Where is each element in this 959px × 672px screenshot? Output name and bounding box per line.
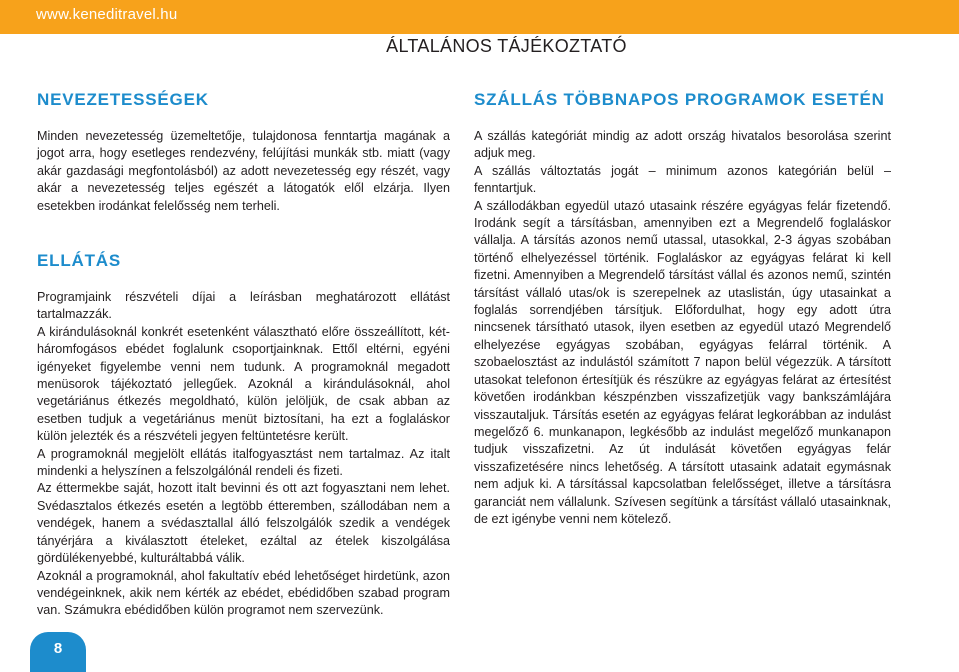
section-heading-ellatas: ELLÁTÁS bbox=[37, 251, 121, 270]
section-body-ellatas bbox=[37, 289, 450, 620]
section-body-szallas bbox=[474, 128, 891, 528]
paragraph: A kirándulásoknál konkrét esetenként választható előre összeállított, két-háromfogásos ebédet foglalunk csoportjainknak. Ettől eltérni, egyéni igényeket figyelembe venni nem tudunk. A programoknál megadott menüsorok tájékoztató jellegűek. Azoknál a kirándulásoknál, ahol vegetáriánus étkezés megoldható, külön jelöljük, de csak abban az esetben tudjuk a vegetáriánus menüt biztosítani, ha ezt a foglaláskor külön jelezték és a részvételi jegyen feltüntetésre került. bbox=[37, 324, 450, 444]
paragraph: A szállás kategóriát mindig az adott ország hivatalos besorolása szerint adjuk meg. bbox=[474, 129, 891, 161]
section-body-nevezetessegek bbox=[37, 128, 450, 215]
page-title: ÁLTALÁNOS TÁJÉKOZTATÓ bbox=[386, 36, 627, 56]
section-heading-nevezetessegek: NEVEZETESSÉGEK bbox=[37, 90, 209, 109]
paragraph: Minden nevezetesség üzemeltetője, tulajdonosa fenntartja magának a jogot arra, hogy esetleges rendezvény, felújítási munkák stb. miatt (vagy akár gazdasági megfontolásból) az adott nevezetesség egy részét, vagy akár a nevezetesség teljes egészét a látogatók elől elzárja. Ilyen esetekben irodánkat felelősség nem terheli. bbox=[37, 129, 450, 213]
paragraph: A programoknál megjelölt ellátás italfogyasztást nem tartalmaz. Az italt mindenki a helyszínen a felszolgálónál rendeli és fizeti. bbox=[37, 446, 450, 479]
page-number: 8 bbox=[53, 640, 63, 657]
page-number-tab bbox=[30, 632, 86, 672]
section-heading-szallas: SZÁLLÁS TÖBBNAPOS PROGRAMOK ESETÉN bbox=[474, 90, 885, 109]
paragraph: Programjaink részvételi díjai a leírásban meghatározott ellátást tartalmazzák. bbox=[37, 290, 450, 322]
site-url[interactable]: www.keneditravel.hu bbox=[36, 6, 178, 23]
paragraph: Az éttermekbe saját, hozott italt bevinni és ott azt fogyasztani nem lehet. Svédasztalos étkezés esetén a legtöbb étteremben, szállodában nem a vendégek, hanem a svédasztallal álló felszolgálók szedik a vendégek tányérjára a kiválasztott ételeket, ezáltal az ételek kiszolgálása gördülékenyebbé, kulturáltabbá válik. bbox=[37, 481, 450, 566]
paragraph: A szállás változtatás jogát – minimum azonos kategórián belül – fenntartjuk. bbox=[474, 163, 891, 196]
paragraph: A szállodákban egyedül utazó utasaink részére egyágyas felár fizetendő. Irodánk segít a társításban, amennyiben ezt a Megrendelő foglaláskor vállalja. A társítás azonos nemű utassal, utasokkal, 2-3 ágyas szobában történő elhelyezéssel történik. Foglaláskor az egyágyas felárat ki kell fizetni. Amennyiben a Megrendelő társítást vállal és azonos nemű, szintén társítást vállaló utas/ok is szerepelnek az utaslistán, úgy utasainkat a foglalás sorrendjében társítjuk. Előfordulhat, hogy egy adott útra nincsenek társítható utasok, ilyen esetben az egyedül utazó Megrendelő elhelyezése egyágyas szobában, egyágyas felárral történik. A szobaelosztást az indulástól számított 7 napon belül végezzük. A társított utasokat telefonon értesítjük és részükre az egyágyas felárat az értesítést követően irodánkban készpénzben visszafizetjük vagy bankszámlájára visszautaljuk. Társítás esetén az egyágyas felárat legkorábban az indulást megelőző 6. munkanapon, legkésőbb az indulást megelőző munkanapon tudjuk visszafizetni. Az út indulását követően egyágyas felár visszafizetésére nincs lehetőség. A társított utasaink adatait egymásnak nem adjuk ki. A társítással kapcsolatban felelősséget, illetve a társításra garanciát nem vállalunk. Szívesen segítünk a társítást vállaló utasainknak, de ezt igénybe venni nem kötelező. bbox=[474, 198, 891, 526]
paragraph: Azoknál a programoknál, ahol fakultatív ebéd lehetőséget hirdetünk, azon vendégeinknek, akik nem kérték az ebédet, ebédidőben szabad program van. Számukra ebédidőben külön programot nem szervezünk. bbox=[37, 568, 450, 618]
